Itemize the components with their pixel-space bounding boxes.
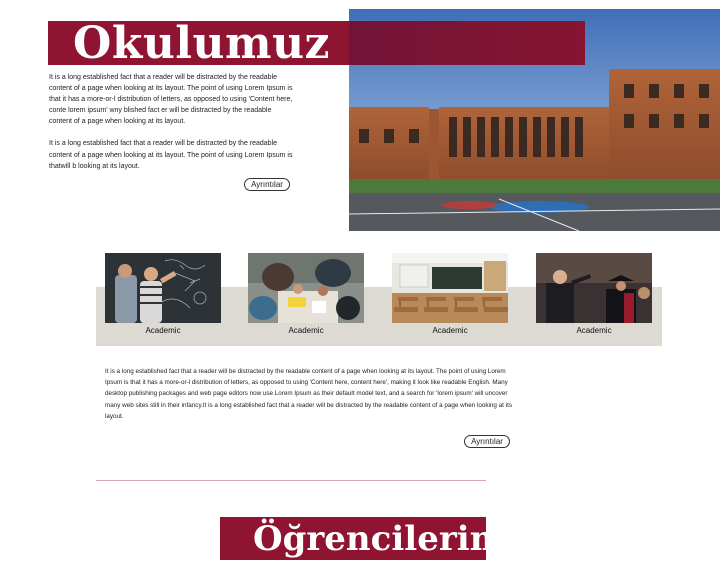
body-details-button[interactable]: Ayrıntılar	[464, 435, 510, 448]
card-caption: Academic	[576, 326, 612, 335]
card-caption: Academic	[145, 326, 181, 335]
students-studying-image	[248, 253, 364, 323]
body-text: It is a long established fact that a reader will be distracted by the readable content of a page when looking at its layout. The point of using Lorem Ipsum is that it has a more-or-l distribution of letters, as opposed to using 'Content here, content here', making it look like readable English. Many desktop publishing packages and web page editors now use Lorem Ipsum as their default model text, and a search for 'lorem ipsum' will uncover many web sites still in their infancy.It is a long established fact that a reader will be distracted by the readable content of a page when looking at its layout.	[105, 368, 512, 420]
academic-card[interactable]	[105, 253, 221, 335]
academic-card[interactable]	[248, 253, 364, 335]
graduation-image	[536, 253, 652, 323]
students-section-banner	[220, 517, 538, 560]
classroom-desks-image	[392, 253, 508, 323]
chalkboard-teachers-image	[105, 253, 221, 323]
card-caption: Academic	[288, 326, 324, 335]
intro-paragraph-1: It is a long established fact that a reader will be distracted by the readable content of a page when looking at its layout. The point of using Lorem Ipsum is that it has a more-or-l distribution of letters, as opposed to using 'Content here, conte lorem ipsum' wny blished fact er will be distracted by the readable content of a page when looking at its layout.	[49, 74, 293, 126]
academic-card[interactable]	[392, 253, 508, 335]
card-caption: Academic	[432, 326, 468, 335]
academic-card[interactable]	[536, 253, 652, 335]
banner-image-overlay	[349, 21, 585, 65]
students-section-title: Öğrencilerimiz	[253, 519, 538, 559]
intro-details-button[interactable]: Ayrıntılar	[244, 178, 290, 191]
section-divider	[96, 480, 486, 481]
intro-text	[49, 72, 294, 183]
intro-paragraph-2: It is a long established fact that a reader will be distracted by the readable content of a page when looking at its layout. The point of using Lorem Ipsum is thatwill b looking at its layout.	[49, 140, 293, 170]
page-title: Okulumuz	[73, 18, 331, 69]
